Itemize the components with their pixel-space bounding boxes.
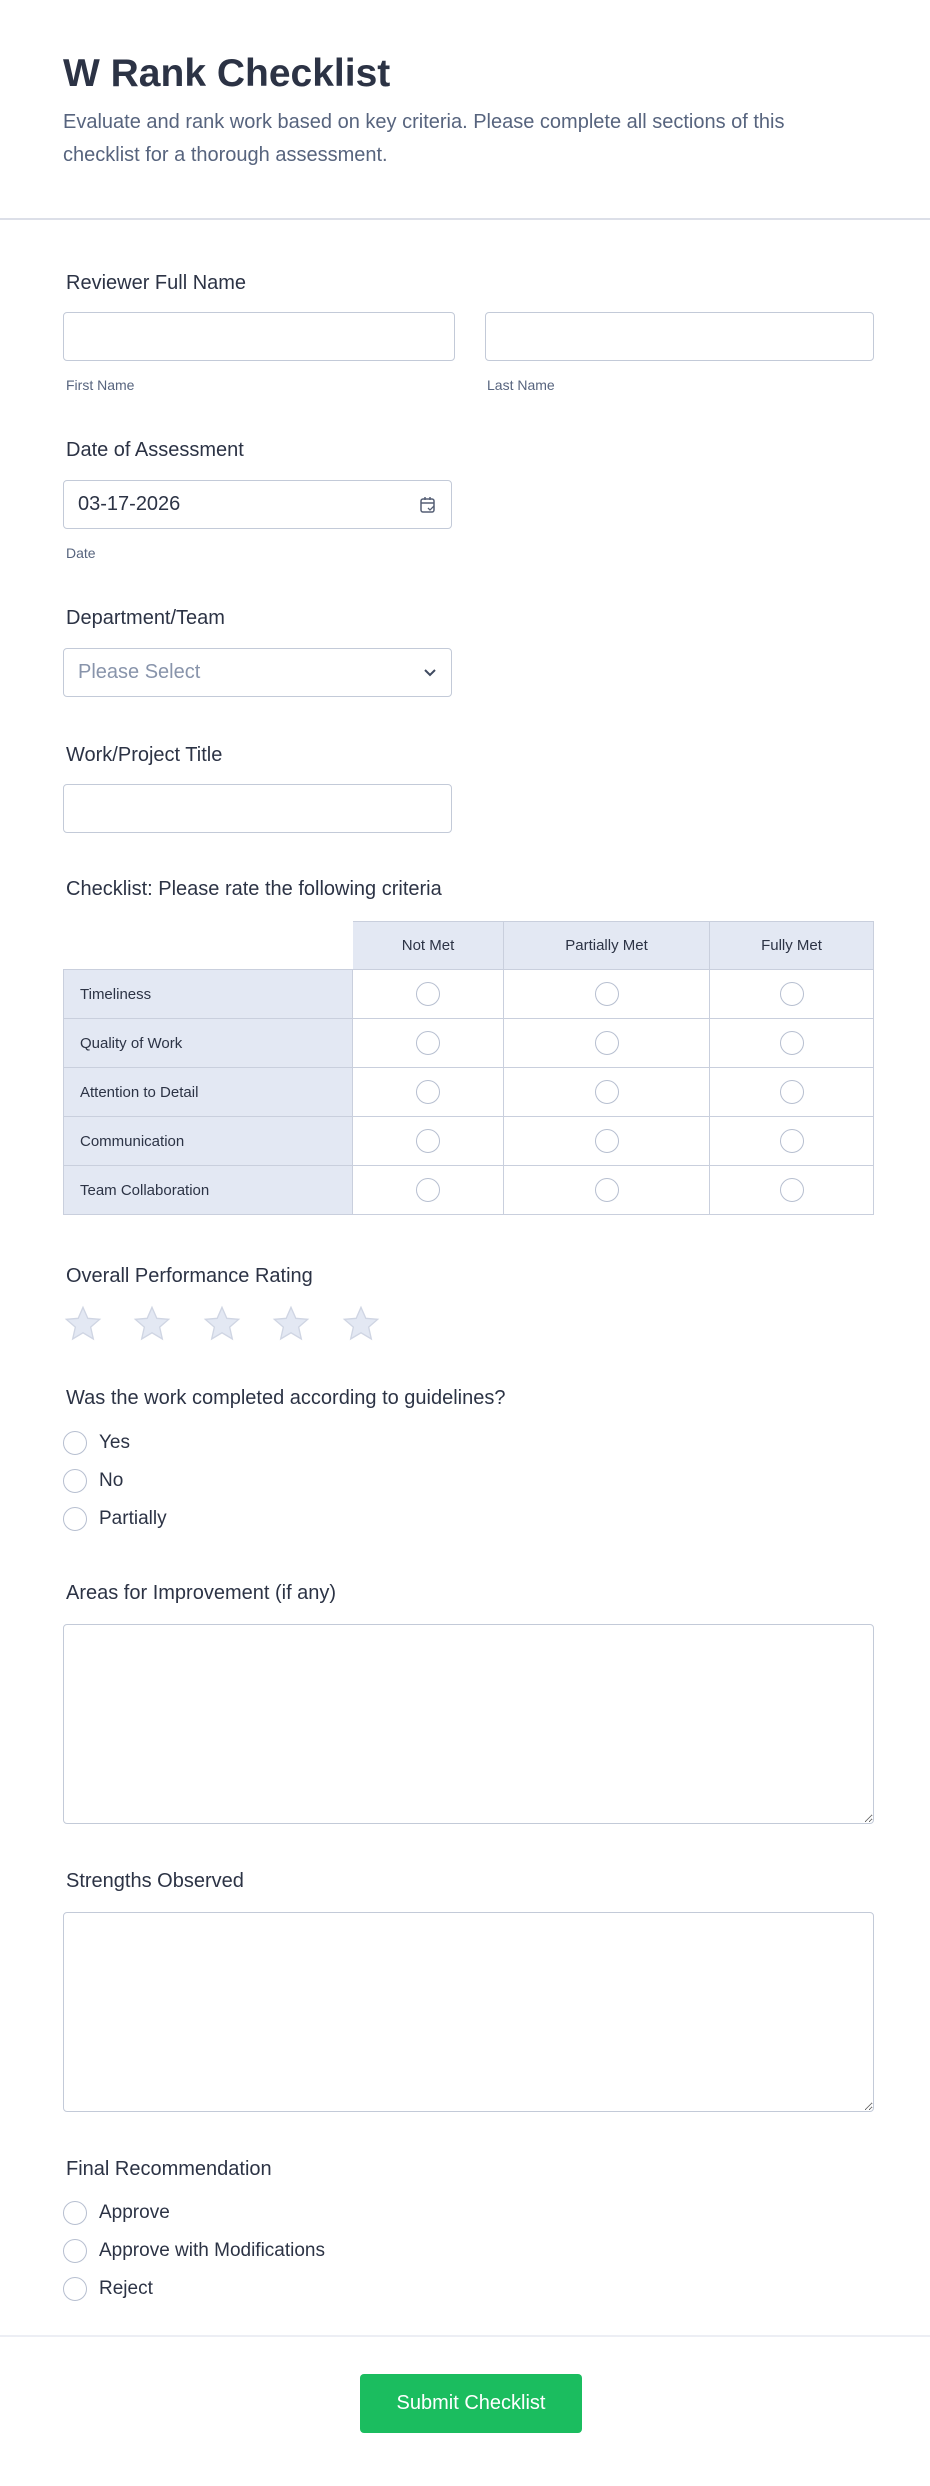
matrix-radio[interactable] — [595, 1031, 619, 1055]
last-name-sublabel: Last Name — [487, 377, 555, 393]
strengths-textarea[interactable] — [63, 1912, 874, 2112]
matrix-cell — [504, 970, 710, 1019]
improvement-textarea[interactable] — [63, 1624, 874, 1824]
footer-divider — [0, 2335, 930, 2337]
criterion-label: Quality of Work — [63, 1019, 353, 1068]
reviewer-label: Reviewer Full Name — [66, 272, 247, 294]
matrix-radio[interactable] — [416, 1129, 440, 1153]
improvement-label: Areas for Improvement (if any) — [66, 1582, 337, 1604]
matrix-cell — [353, 1019, 504, 1068]
date-label: Date of Assessment — [66, 439, 244, 461]
matrix-radio[interactable] — [780, 1031, 804, 1055]
criteria-matrix — [63, 921, 874, 1215]
matrix-radio[interactable] — [416, 982, 440, 1006]
matrix-row — [63, 1019, 874, 1068]
recommendation-option-approve[interactable] — [63, 2201, 170, 2225]
department-placeholder: Please Select — [78, 661, 201, 683]
page-title: W Rank Checklist — [63, 52, 391, 95]
matrix-radio[interactable] — [780, 982, 804, 1006]
column-partially-met: Partially Met — [504, 921, 710, 970]
department-select[interactable] — [63, 648, 452, 697]
guidelines-option-no[interactable] — [63, 1469, 123, 1493]
column-not-met: Not Met — [353, 921, 504, 970]
matrix-radio[interactable] — [780, 1178, 804, 1202]
matrix-cell — [353, 1068, 504, 1117]
star-icon[interactable] — [132, 1304, 172, 1344]
submit-button[interactable]: Submit Checklist — [360, 2374, 582, 2433]
matrix-cell — [504, 1068, 710, 1117]
matrix-radio[interactable] — [780, 1080, 804, 1104]
project-title-input[interactable] — [63, 784, 452, 833]
recommendation-label: Final Recommendation — [66, 2158, 272, 2180]
matrix-cell — [710, 1068, 874, 1117]
matrix-radio[interactable] — [595, 1080, 619, 1104]
page-subtitle: Evaluate and rank work based on key criteria. Please complete all sections of this checklist for a thorough assessment. — [63, 111, 785, 166]
matrix-cell — [504, 1117, 710, 1166]
option-label: Reject — [99, 2278, 153, 2299]
star-icon[interactable] — [63, 1304, 103, 1344]
criterion-label: Communication — [63, 1117, 353, 1166]
calendar-icon[interactable] — [419, 496, 437, 514]
matrix-cell — [710, 970, 874, 1019]
option-label: No — [99, 1470, 124, 1491]
strengths-label: Strengths Observed — [66, 1870, 244, 1892]
option-label: Approve — [99, 2202, 170, 2223]
date-sublabel: Date — [66, 545, 96, 561]
first-name-sublabel: First Name — [66, 377, 135, 393]
checklist-label: Checklist: Please rate the following criteria — [66, 878, 442, 900]
guidelines-label: Was the work completed according to guidelines? — [66, 1387, 506, 1409]
matrix-cell — [353, 1117, 504, 1166]
criterion-label: Team Collaboration — [63, 1166, 353, 1215]
matrix-radio[interactable] — [416, 1031, 440, 1055]
guidelines-option-yes[interactable] — [63, 1431, 130, 1455]
criterion-label: Attention to Detail — [63, 1068, 353, 1117]
option-label: Approve with Modifications — [99, 2240, 325, 2261]
matrix-radio[interactable] — [595, 982, 619, 1006]
recommendation-option-approve-with-modifications[interactable] — [63, 2239, 325, 2263]
radio[interactable] — [63, 2277, 87, 2301]
recommendation-option-reject[interactable] — [63, 2277, 153, 2301]
matrix-row — [63, 1166, 874, 1215]
matrix-cell — [353, 1166, 504, 1215]
matrix-cell — [353, 970, 504, 1019]
first-name-input[interactable] — [63, 312, 455, 361]
matrix-row — [63, 1068, 874, 1117]
matrix-cell — [710, 1019, 874, 1068]
matrix-cell — [504, 1019, 710, 1068]
matrix-cell — [504, 1166, 710, 1215]
radio[interactable] — [63, 2201, 87, 2225]
header-divider — [0, 218, 930, 220]
radio[interactable] — [63, 1469, 87, 1493]
matrix-cell — [710, 1166, 874, 1215]
chevron-down-icon — [423, 668, 437, 678]
matrix-radio[interactable] — [416, 1178, 440, 1202]
project-label: Work/Project Title — [66, 744, 223, 766]
matrix-cell — [710, 1117, 874, 1166]
matrix-row — [63, 970, 874, 1019]
date-input[interactable] — [63, 480, 452, 529]
radio[interactable] — [63, 1507, 87, 1531]
option-label: Partially — [99, 1508, 167, 1529]
guidelines-option-partially[interactable] — [63, 1507, 167, 1531]
matrix-row — [63, 1117, 874, 1166]
matrix-radio[interactable] — [416, 1080, 440, 1104]
radio[interactable] — [63, 2239, 87, 2263]
criterion-label: Timeliness — [63, 970, 353, 1019]
matrix-radio[interactable] — [595, 1178, 619, 1202]
matrix-corner — [63, 921, 353, 970]
star-icon[interactable] — [341, 1304, 381, 1344]
matrix-radio[interactable] — [780, 1129, 804, 1153]
radio[interactable] — [63, 1431, 87, 1455]
date-value: 03-17-2026 — [78, 493, 181, 515]
rating-label: Overall Performance Rating — [66, 1265, 313, 1287]
option-label: Yes — [99, 1432, 130, 1453]
column-fully-met: Fully Met — [710, 921, 874, 970]
last-name-input[interactable] — [485, 312, 874, 361]
matrix-radio[interactable] — [595, 1129, 619, 1153]
star-icon[interactable] — [202, 1304, 242, 1344]
star-icon[interactable] — [271, 1304, 311, 1344]
department-label: Department/Team — [66, 607, 225, 629]
